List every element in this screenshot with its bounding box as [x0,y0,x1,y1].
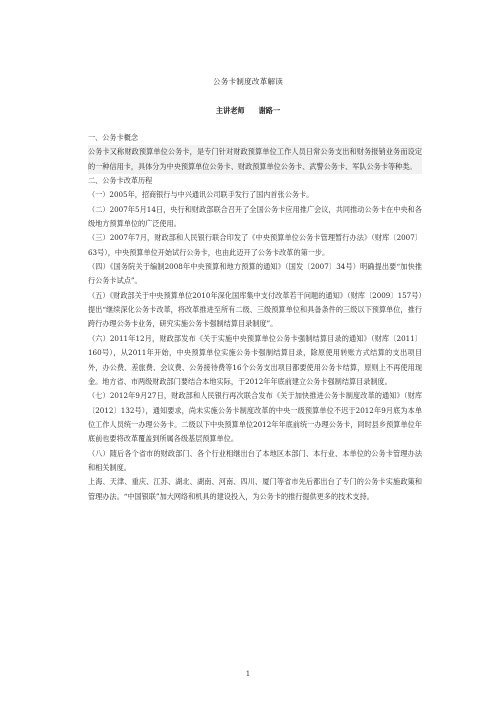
paragraph-history-4: （四）《国务院关于编制2008年中央预算和地方预算的通知》（国发〔2007〕34号）明确提出要“加快推行公务卡试点”。 [88,262,422,286]
author-role: 主讲老师 [215,106,245,115]
paragraph-history-2: （二）2007年5月14日，央行和财政部联合召开了全国公务卡应用推广会议，共同推动公务卡在中央和各级地方预算单位的广泛使用。 [88,204,422,229]
paragraph-history-6: （六）2011年12月，财政部发布《关于实施中央预算单位公务卡强制结算目录的通知》（财库〔2011〕160号），从2011年开始，中央预算单位实施公务卡强制结算目录，除原使用转账方式结算的支出项目外，办公费、差旅费、会议费、公务接待费等16个公务支出项目都要使用公务卡结算，原则上不再使用现金。地方省、市两级财政部门要结合本地实际，于2012年年底前建立公务卡强制结算目录制度。 [88,333,422,386]
document-title: 公务卡制度改革解读 [212,77,284,86]
paragraph-history-1: （一）2005年，招商银行与中兴通讯公司联手发行了国内首张公务卡。 [88,190,314,200]
author-line [0,106,496,116]
paragraph-concept: 公务卡又称财政预算单位公务卡，是专门针对财政预算单位工作人员日常公务支出和财务报销业务而设定的一种信用卡，具体分为中央预算单位公务卡、财政预算单位公务卡、武警公务卡、军队公务卡等种类。 [88,145,422,174]
document-body [88,131,422,504]
author-name: 谢路一 [258,106,281,115]
heading-history: 二、公务卡改革历程 [88,176,153,186]
paragraph-history-3: （三）2007年7月，财政部和人民银行联合印发了《中央预算单位公务卡管理暂行办法》（财库〔2007〕63号），中央预算单位开始试行公务卡，也由此迈开了公务卡改革的第一步。 [88,233,422,257]
paragraph-history-7: （七）2012年9月27日，财政部和人民银行再次联合发布《关于加快推进公务卡制度改革的通知》（财库〔2012〕132号），通知要求，尚未实施公务卡制度改革的中央一级预算单位不迟于2012年9月底为本单位工作人员统一办理公务卡。二级以下中央预算单位2012年年底前统一办理公务卡，同时县乡预算单位年底前也要将改革覆盖到所属各级基层预算单位。 [88,391,422,444]
paragraph-history-5: （五）《财政部关于中央预算单位2010年深化国库集中支付改革若干问题的通知》（财库〔2009〕157号）提出“继续深化公务卡改革，将改革推进至所有二级、三级预算单位和具备条件的三级以下预算单位，推行跨行办理公务卡业务，研究实施公务卡强制结算目录制度”。 [88,290,422,329]
heading-concept: 一、公务卡概念 [88,133,138,142]
paragraph-history-8: （八）随后各个省市的财政部门、各个行业相继出台了本地区本部门、本行业、本单位的公务卡管理办法和相关制度。 [88,448,422,472]
page-number: 1 [245,670,251,678]
paragraph-provinces: 上海、天津、重庆、江苏、湖北、湖南、河南、四川、厦门等省市先后都出台了专门的公务卡实施政策和管理办法。“中国银联”加大网络和机具的建设投入，为公务卡的推行提供更多的技术支持。 [88,477,422,501]
